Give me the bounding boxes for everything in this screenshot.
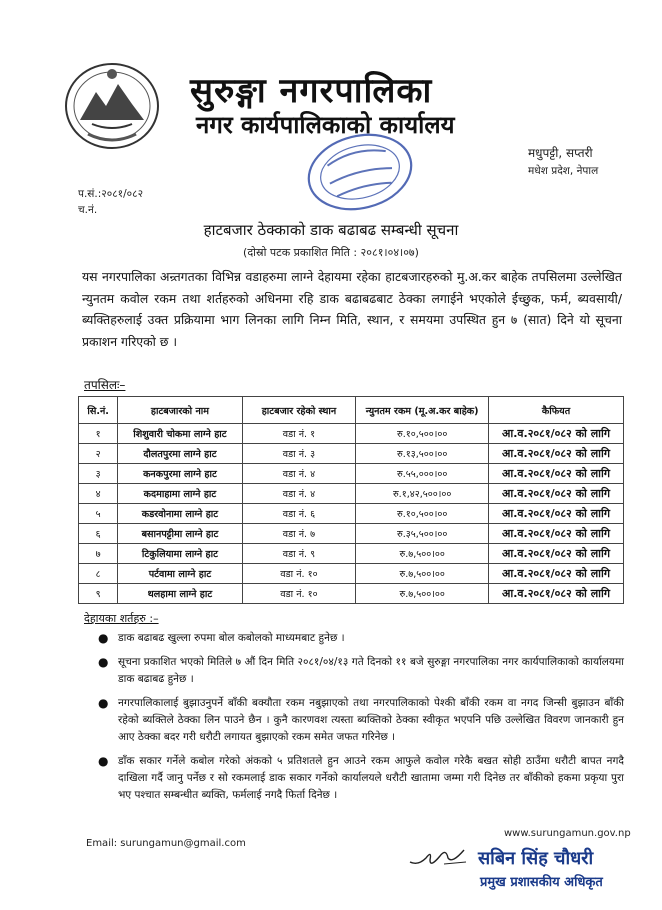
list-item <box>84 630 624 647</box>
cell-ward: वडा नं. ४ <box>242 464 356 484</box>
cell-serial: ७ <box>79 544 118 564</box>
signature-icon <box>408 836 470 872</box>
cell-amount: रु.१०,५००।०० <box>356 504 489 524</box>
table-row <box>79 424 624 444</box>
signer-title: प्रमुख प्रशासकीय अधिकृत <box>480 875 603 890</box>
cell-remark: आ.व.२०८१/०८२ को लागि <box>489 584 624 604</box>
cell-serial: ८ <box>79 564 118 584</box>
contact-website: www.surungamun.gov.np <box>504 828 631 839</box>
cell-amount: रु.५५,०००।०० <box>356 464 489 484</box>
cell-ward: वडा नं. १० <box>242 564 356 584</box>
cell-amount: रु.७,५००।०० <box>356 584 489 604</box>
term-text: डाँक सकार गर्नेले कबोल गरेको अंकको ५ प्रतिशतले हुन आउने रकम आफुले कवोल गरेकै बखत सोही ठाउँमा धरौटी बापत नगदै दाखिला गर्दै जानु पर्नेछ र सो रकमलाई डाक सकार गर्नेको कार्यालयले धरौटी खातामा जम्मा गरी दिनेछ तर बाँकीको हकमा प्रकृया पुरा भए पश्चात सम्बन्धीत ब्यक्ति, फर्मलाई नगदै फिर्ता दिनेछ । <box>118 755 624 801</box>
address-line-1: मधुपट्टी, सप्तरी <box>528 146 593 160</box>
bullet-icon: ● <box>98 631 109 645</box>
address-line-2: मधेश प्रदेश, नेपाल <box>528 165 599 177</box>
office-stamp-icon <box>300 128 420 216</box>
office-address <box>528 144 598 180</box>
cell-ward: वडा नं. ७ <box>242 524 356 544</box>
col-header-remarks: कैफियत <box>489 397 624 424</box>
cell-market-name: कनकपुरमा लाग्ने हाट <box>118 464 242 484</box>
cell-remark: आ.व.२०८१/०८२ को लागि <box>489 424 624 444</box>
term-text: डाक बढाबढ खुल्ला रुपमा बोल कबोलको माध्यमबाट हुनेछ । <box>118 632 345 644</box>
table-row <box>79 464 624 484</box>
cell-market-name: कदमाहामा लाग्ने हाट <box>118 484 242 504</box>
cell-amount: रु.३५,५००।०० <box>356 524 489 544</box>
cell-remark: आ.व.२०८१/०८२ को लागि <box>489 464 624 484</box>
cell-amount: रु.१३,५००।०० <box>356 444 489 464</box>
office-name: सुरुङ्गा नगरपालिका <box>190 71 433 111</box>
schedule-label: तपसिलः– <box>84 378 126 392</box>
cell-amount: रु.१,४२,५००।०० <box>356 484 489 504</box>
cell-remark: आ.व.२०८१/०८२ को लागि <box>489 544 624 564</box>
cell-serial: २ <box>79 444 118 464</box>
cell-ward: वडा नं. ९ <box>242 544 356 564</box>
cell-market-name: शिशुवारी चोकमा लाग्ने हाट <box>118 424 242 444</box>
table-header-row <box>79 397 624 424</box>
office-subtitle: नगर कार्यपालिकाको कार्यालय <box>196 111 455 139</box>
bullet-icon: ● <box>98 696 109 710</box>
dispatch-number: च.नं. <box>78 204 98 216</box>
cell-market-name: कडरवोनामा लाग्ने हाट <box>118 504 242 524</box>
notice-title: हाटबजार ठेक्काको डाक बढाबढ सम्बन्धी सूचना <box>203 221 459 239</box>
cell-market-name: टिकुलियामा लाग्ने हाट <box>118 544 242 564</box>
term-text: सूचना प्रकाशित भएको मितिले ७ औं दिन मिति २०८१/०४/१३ गते दिनको ११ बजे सुरुङ्गा नगरपालिका नगर कार्यपालिकाको कार्यालयमा डाक बढाबढ हुनेछ । <box>118 656 624 685</box>
notice-published-date: (दोस्रो पटक प्रकाशित मिति : २०८१।०४।०७) <box>243 246 419 259</box>
list-item <box>84 753 624 804</box>
cell-market-name: बसानपट्टीमा लाग्ने हाट <box>118 524 242 544</box>
col-header-location: हाटबजार रहेको स्थान <box>242 397 356 424</box>
signer-name: सबिन सिंह चौधरी <box>478 848 594 869</box>
reference-numbers <box>78 186 143 218</box>
cell-market-name: दौलतपुरमा लाग्ने हाट <box>118 444 242 464</box>
bullet-icon: ● <box>98 655 109 669</box>
cell-serial: ६ <box>79 524 118 544</box>
cell-serial: ३ <box>79 464 118 484</box>
terms-list <box>84 630 624 811</box>
list-item <box>84 654 624 688</box>
cell-serial: ५ <box>79 504 118 524</box>
cell-ward: वडा नं. ३ <box>242 444 356 464</box>
cell-remark: आ.व.२०८१/०८२ को लागि <box>489 444 624 464</box>
table-row <box>79 484 624 504</box>
cell-serial: १ <box>79 424 118 444</box>
cell-ward: वडा नं. ६ <box>242 504 356 524</box>
letter-number: प.सं.:२०८१/०८२ <box>78 188 144 200</box>
cell-remark: आ.व.२०८१/०८२ को लागि <box>489 484 624 504</box>
municipality-emblem-icon <box>62 60 162 152</box>
term-text: नगरपालिकालाई बुझाउनुपर्ने बाँकी बक्यौता रकम नबुझाएको तथा नगरपालिकाको पेश्की बाँकी रकम वा नगद जिन्सी बुझाउन बाँकी रहेको ब्यक्तिले ठेक्का लिन पाउने छैन । कुनै कारणवश त्यस्ता ब्यक्तिको ठेक्का स्वीकृत भएपनि पछि उल्लेखित विवरण जानकारी हुन आए ठेक्का बदर गरी धरौटी लगायत बुझाएको रकम समेत जफत गरिनेछ । <box>118 697 624 743</box>
col-header-market-name: हाटबजारको नाम <box>118 397 242 424</box>
cell-ward: वडा नं. ४ <box>242 484 356 504</box>
contact-email: Email: surungamun@gmail.com <box>86 838 246 849</box>
market-schedule-table <box>78 396 624 604</box>
cell-remark: आ.व.२०८१/०८२ को लागि <box>489 524 624 544</box>
notice-intro-paragraph: यस नगरपालिका अन्र्तगतका विभिन्न वडाहरुमा लाग्ने देहायमा रहेका हाटबजारहरुको मु.अ.कर बाहेक तपसिलमा उल्लेखित न्युनतम कवोल रकम तथा शर्तहरुको अधिनमा रहि डाक बढाबढबाट ठेक्का लगाईने भएकोले ईच्छुक, फर्म, ब्यवसायी/ब्यक्तिहरुलाई उक्त प्रक्रियामा भाग लिनका लागि निम्न मिति, स्थान, र समयमा उपस्थित हुन ७ (सात) दिने यो सूचना प्रकाशन गरिएको छ । <box>82 269 622 349</box>
table-row <box>79 544 624 564</box>
cell-market-name: थलहामा लाग्ने हाट <box>118 584 242 604</box>
cell-amount: रु.१०,५००।०० <box>356 424 489 444</box>
cell-serial: ४ <box>79 484 118 504</box>
list-item <box>84 695 624 746</box>
cell-ward: वडा नं. १० <box>242 584 356 604</box>
col-header-min-amount: न्युनतम रकम (मू.अ.कर बाहेक) <box>356 397 489 424</box>
cell-remark: आ.व.२०८१/०८२ को लागि <box>489 564 624 584</box>
cell-market-name: पर्टवामा लाग्ने हाट <box>118 564 242 584</box>
table-row <box>79 584 624 604</box>
cell-serial: ९ <box>79 584 118 604</box>
terms-label: देहायका शर्तहरु :– <box>84 612 159 625</box>
cell-ward: वडा नं. १ <box>242 424 356 444</box>
bullet-icon: ● <box>98 754 109 768</box>
col-header-serial: सि.नं. <box>79 397 118 424</box>
cell-amount: रु.७,५००।०० <box>356 544 489 564</box>
cell-amount: रु.७,५००।०० <box>356 564 489 584</box>
table-row <box>79 524 624 544</box>
table-row <box>79 504 624 524</box>
table-row <box>79 564 624 584</box>
cell-remark: आ.व.२०८१/०८२ को लागि <box>489 504 624 524</box>
table-row <box>79 444 624 464</box>
